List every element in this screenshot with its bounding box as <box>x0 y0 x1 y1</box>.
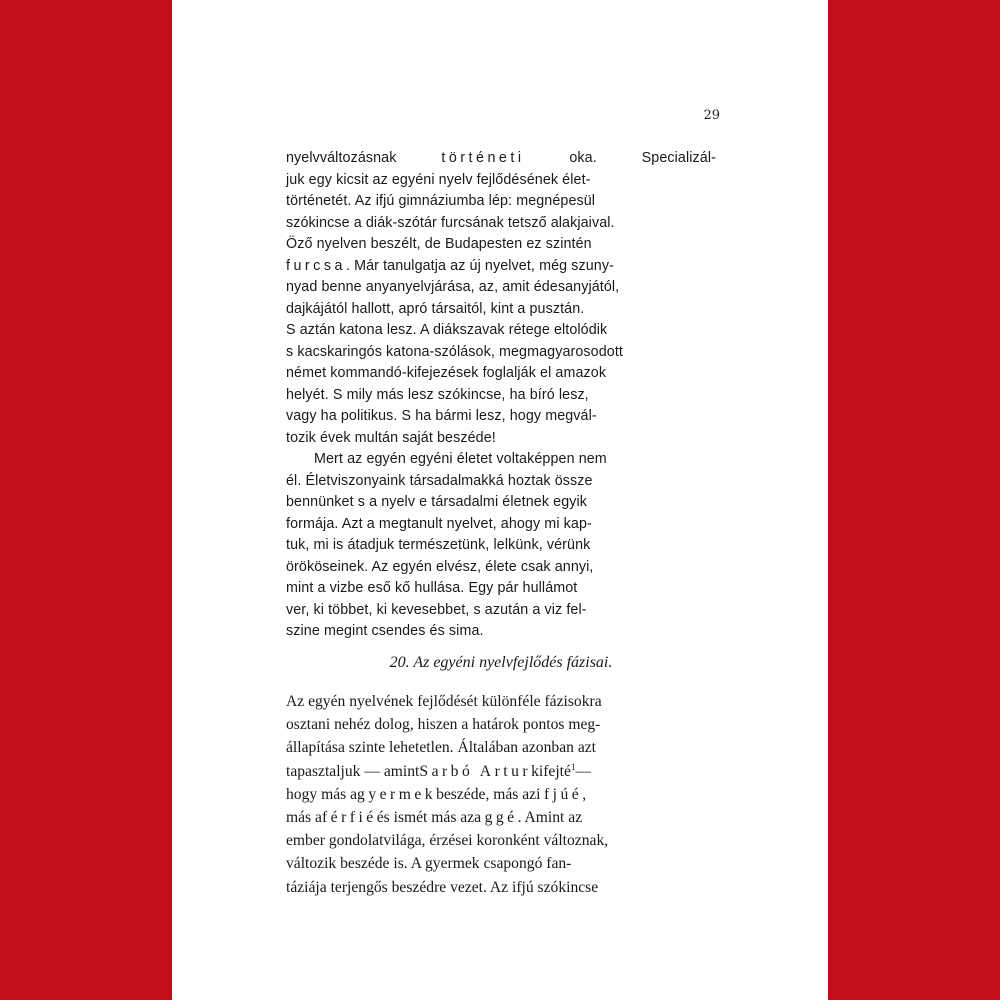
text-line: szine megint csendes és sima. <box>286 623 484 639</box>
page-number: 29 <box>703 108 720 123</box>
spaced-emphasis: furcsa <box>286 257 346 274</box>
text-line: vagy ha politikus. S ha bármi lesz, hogy megvál- <box>286 408 597 424</box>
text-line: változik beszéde is. A gyermek csapongó fan- <box>286 855 572 873</box>
spaced-emphasis: ifjúé <box>536 785 583 803</box>
text-line: állapítása szinte lehetetlen. Általában azonban azt <box>286 739 596 757</box>
text-line: táziája terjengős beszédre vezet. Az ifjú szókincse <box>286 878 599 896</box>
text-line: tapasztaljuk — amintSarbó Arturkifejté$^1$— <box>286 760 716 783</box>
text-line: ember gondolatvilága, érzései koronként változnak, <box>286 832 609 850</box>
text-line: juk egy kicsit az egyéni nyelv fejlődésének élet- <box>286 171 591 188</box>
text-line: más aférfiéés ismét más azaggé. Amint az <box>286 806 716 829</box>
text-line: formája. Azt a megtanult nyelvet, ahogy mi kap- <box>286 515 592 532</box>
spaced-emphasis: aggé <box>474 808 518 826</box>
section-heading: 20. Az egyéni nyelvfejlődés fázisai. <box>389 654 613 671</box>
text-line: ver, ki többet, ki kevesebbet, s azután a viz fel- <box>286 601 587 618</box>
spaced-emphasis: gyermek <box>357 785 437 803</box>
text-line: él. Életviszonyaink társadalmakká hoztak össze <box>286 472 593 489</box>
spaced-emphasis: történeti <box>441 150 525 166</box>
text-line: nyelvváltozásnak történeti oka. Specializál- <box>286 148 716 170</box>
text-line: mint a vizbe eső kő hullása. Egy pár hullámot <box>286 580 578 596</box>
text-line: nyad benne anyanyelvjárása, az, amit édesanyjától, <box>286 279 620 295</box>
footnote-marker: 1 <box>570 761 576 772</box>
text-line: német kommandó-kifejezések foglalják el amazok <box>286 365 607 381</box>
text-line: S aztán katona lesz. A diákszavak rétege eltolódik <box>286 322 608 338</box>
spaced-emphasis: Sarbó Artur <box>419 762 532 780</box>
spaced-emphasis: férfié <box>321 808 377 826</box>
text-line: furcsa. Már tanulgatja az új nyelvet, még szuny- <box>286 256 716 278</box>
text-line: s kacskaringós katona-szólások, megmagyarosodott <box>286 343 623 360</box>
body-text-upper <box>286 148 716 643</box>
text-line: örököseinek. Az egyén elvész, élete csak annyi, <box>286 558 594 575</box>
text-line: szókincse a diák-szótár furcsának tetsző alakjaival. <box>286 214 615 231</box>
text-line: hogy más agyermekbeszéde, más azifjúé, <box>286 783 716 806</box>
text-line: tozik évek multán saját beszéde! <box>286 429 496 446</box>
text-line: Öző nyelven beszélt, de Budapesten ez szintén <box>286 236 592 252</box>
body-text-lower <box>286 690 716 899</box>
text-line: Az egyén nyelvének fejlődését különféle fázisokra <box>286 693 602 710</box>
text-line: bennünket s a nyelv e társadalmi életnek egyik <box>286 494 588 510</box>
text-line: osztani nehéz dolog, hiszen a határok pontos meg- <box>286 716 601 734</box>
text-line: dajkájától hallott, apró társaitól, kint a pusztán. <box>286 300 585 317</box>
text-line: Mert az egyén egyéni életet voltaképpen nem <box>314 451 607 467</box>
text-line: történetét. Az ifjú gimnáziumba lép: megnépesül <box>286 193 596 209</box>
text-line: helyét. S mily más lesz szókincse, ha bíró lesz, <box>286 386 589 403</box>
text-line: tuk, mi is átadjuk természetünk, lelkünk, vérünk <box>286 537 591 553</box>
